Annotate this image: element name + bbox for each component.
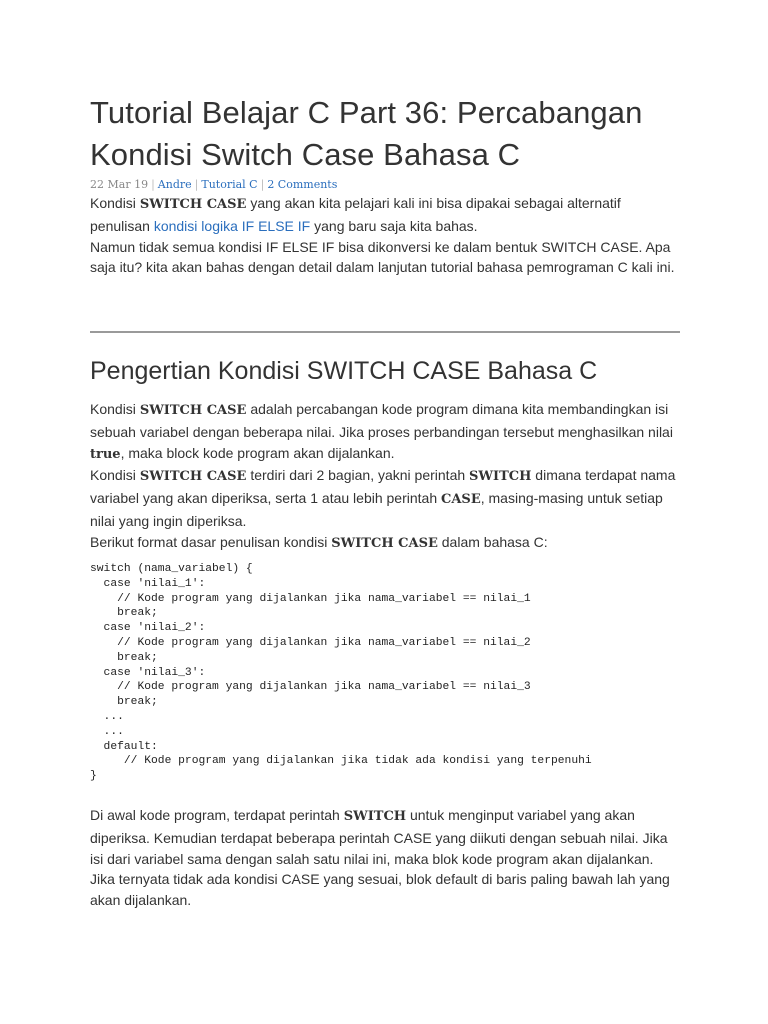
def-text: dalam bahasa C:: [437, 533, 548, 550]
def-text: Kondisi: [90, 467, 140, 484]
def-text: , masing-masing untuk setiap nilai yang ingin diperiksa.: [90, 490, 663, 529]
keyword-switch: SWITCH: [343, 809, 407, 824]
keyword-true: true: [90, 446, 121, 462]
code-block: switch (nama_variabel) { case 'nilai_1': // Kode program yang dijalankan jika nama_variabel == nilai_1 break; case 'nilai_2': // Kode program yang dijalankan jika nama_variabel == nilai_2 break; case 'nilai_3': // Kode program yang dijalankan jika nama_variabel == nilai_3 break; ... ... default: // Kode program yang dijalankan jika tidak ada kondisi yang terpenuhi }: [90, 563, 592, 783]
def-text: terdiri dari 2 bagian, yakni perintah: [246, 467, 470, 484]
keyword-switch-case: SWITCH CASE: [331, 535, 438, 551]
keyword-switch-case: SWITCH CASE: [139, 403, 247, 418]
intro-text-2: Namun tidak semua kondisi IF ELSE IF bisa dikonversi ke dalam bentuk SWITCH CASE. Apa saja itu? kita akan bahas dengan detail dalam lanjutan tutorial bahasa pemrograman C kali ini.: [90, 238, 675, 276]
def-text: adalah percabangan kode program dimana kita membandingkan isi sebuah variabel dengan beberapa nilai. Jika proses perbandingan tersebut menghasilkan nilai: [90, 401, 673, 440]
intro-paragraph: [90, 193, 680, 278]
explanation-paragraph: [90, 805, 680, 911]
article-title: Tutorial Belajar C Part 36: Percabangan Kondisi Switch Case Bahasa C: [90, 95, 643, 172]
post-date: 22 Mar 19: [90, 178, 149, 191]
def-text: , maka block kode program akan dijalankan.: [120, 444, 395, 461]
def-text: Kondisi: [90, 401, 140, 417]
exp-text: Di awal kode program, terdapat perintah: [90, 807, 344, 823]
def-text: Berikut format dasar penulisan kondisi: [90, 533, 332, 550]
meta-separator: |: [194, 178, 199, 191]
def-text: dimana terdapat nama variabel yang akan diperiksa, serta 1 atau lebih perintah: [90, 467, 676, 507]
keyword-switch-case: SWITCH CASE: [139, 197, 247, 212]
section-divider: [90, 331, 680, 333]
exp-text: untuk menginput variabel yang akan diperiksa. Kemudian terdapat beberapa perintah CASE yang diikuti dengan sebuah nilai. Jika isi dari variabel sama dengan salah satu nilai ini, maka blok kode program akan dijalankan. Jika ternyata tidak ada kondisi CASE yang sesuai, blok default di baris paling bawah lah yang akan dijalankan.: [90, 807, 670, 909]
keyword-switch: SWITCH: [469, 469, 532, 485]
intro-text: yang akan kita pelajari kali ini bisa dipakai sebagai alternatif penulisan: [90, 195, 621, 234]
intro-text: Kondisi: [90, 195, 140, 211]
comments-link[interactable]: 2 Comments: [267, 178, 338, 191]
keyword-case: CASE: [441, 492, 481, 508]
if-else-if-link[interactable]: kondisi logika IF ELSE IF: [153, 217, 311, 234]
definition-paragraph: [90, 399, 680, 555]
article-meta: [90, 178, 337, 191]
meta-separator: |: [151, 178, 155, 191]
author-link[interactable]: Andre: [157, 178, 192, 191]
intro-text: yang baru saja kita bahas.: [310, 217, 478, 234]
meta-separator: |: [260, 178, 265, 191]
category-link[interactable]: Tutorial C: [201, 178, 258, 191]
section-heading: Pengertian Kondisi SWITCH CASE Bahasa C: [90, 357, 598, 385]
keyword-switch-case: SWITCH CASE: [139, 469, 247, 485]
